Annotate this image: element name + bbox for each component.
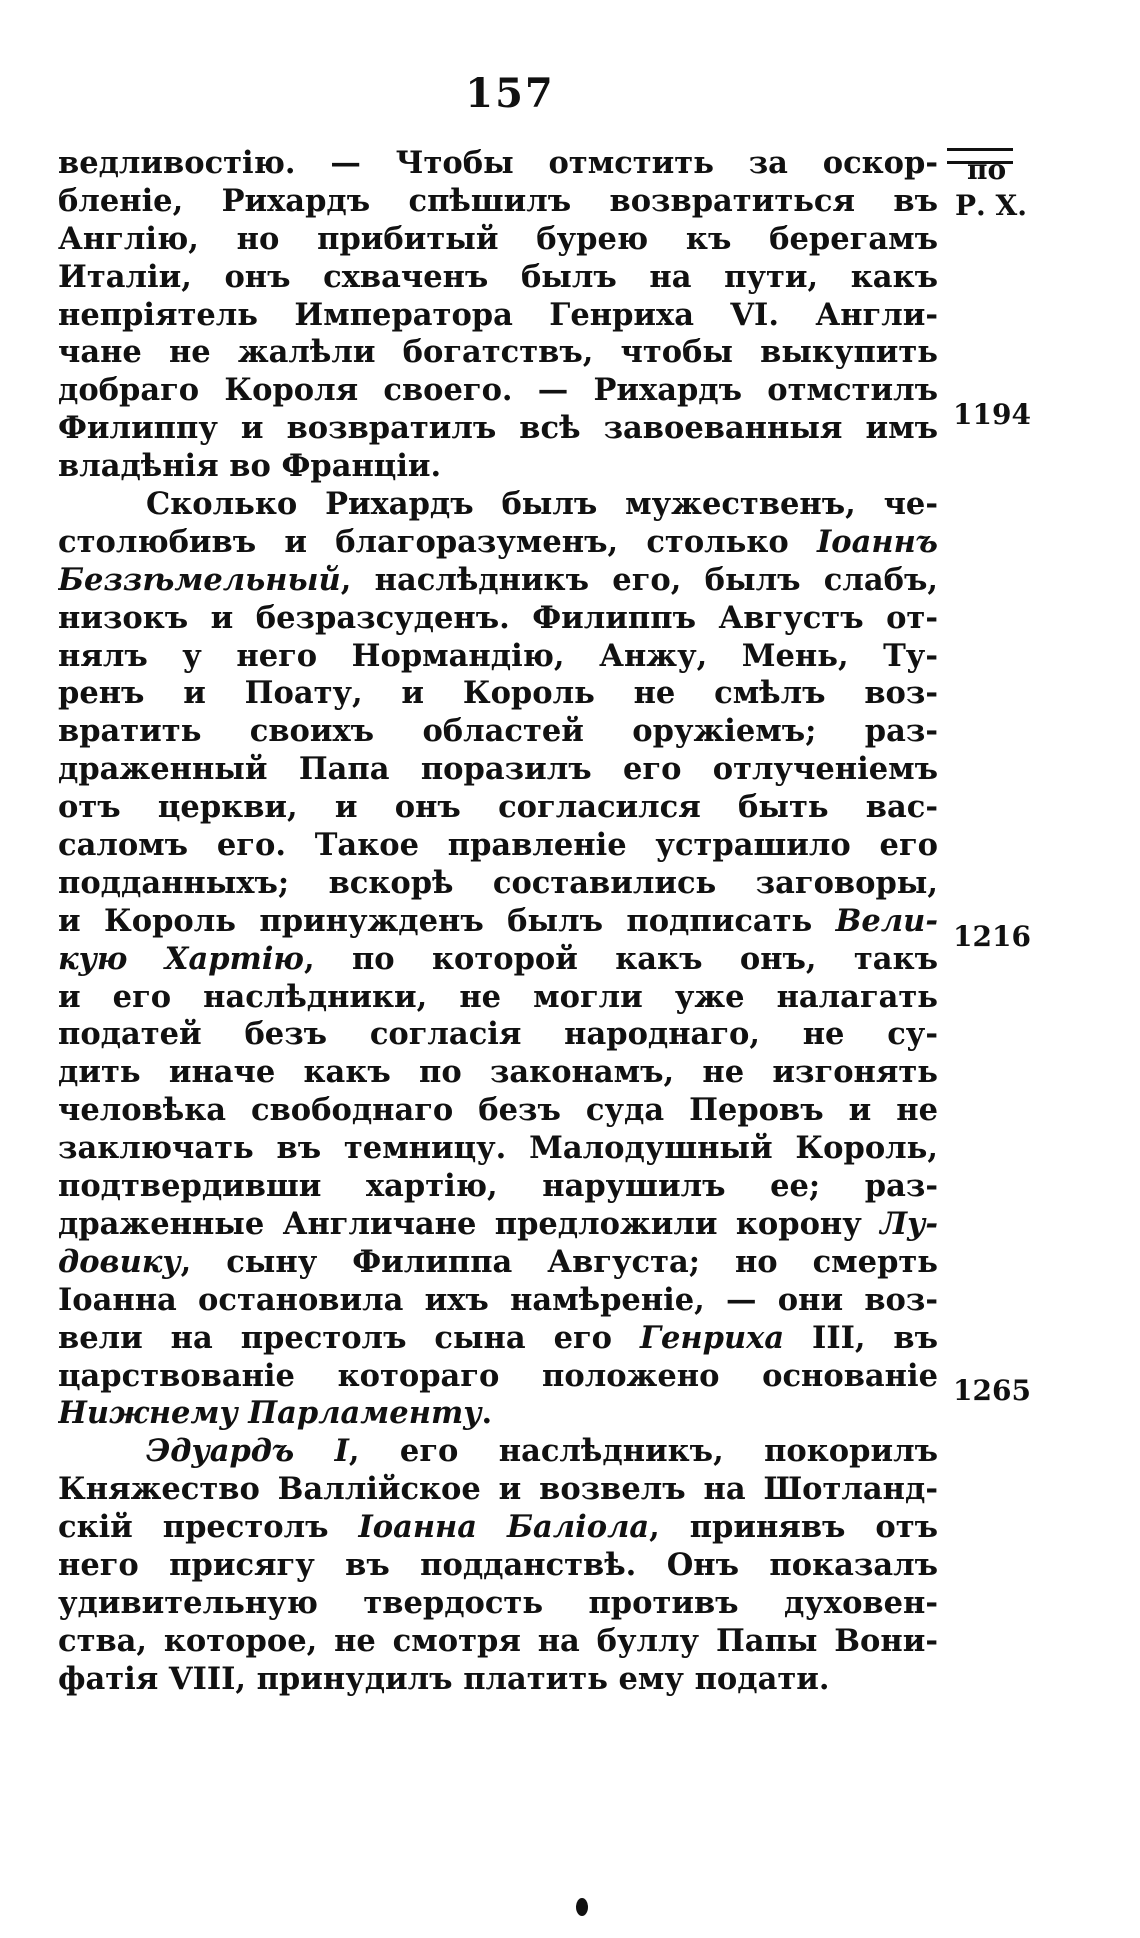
text-line bbox=[58, 1547, 938, 1585]
italic-term: Лу- bbox=[880, 1205, 938, 1242]
line-text: Іоанна остановила ихъ намѣреніе, — они воз- bbox=[58, 1281, 938, 1318]
text-line bbox=[58, 941, 938, 979]
line-text: удивительную твердость противъ духовен- bbox=[58, 1584, 938, 1621]
line-text: . bbox=[481, 1395, 493, 1432]
text-line bbox=[58, 1358, 938, 1396]
line-text: отъ церкви, и онъ согласился быть вас- bbox=[58, 789, 938, 826]
text-line bbox=[58, 1168, 938, 1206]
margin-era-note bbox=[953, 152, 1073, 224]
margin-era-line-2: Р. Х. bbox=[955, 189, 1028, 222]
line-text: Англію, но прибитый бурею къ берегамъ bbox=[58, 220, 938, 257]
line-text: бленіе, Рихардъ спѣшилъ возвратиться въ bbox=[58, 182, 938, 219]
italic-term: Беззѣмельный bbox=[58, 561, 341, 598]
text-line bbox=[58, 1395, 938, 1433]
text-line bbox=[58, 1054, 938, 1092]
page-end-ornament bbox=[576, 1898, 588, 1916]
text-line bbox=[58, 410, 938, 448]
line-text: царствованіе котораго положено основаніе bbox=[58, 1357, 938, 1394]
line-text: драженные Англичане предложили корону bbox=[58, 1205, 881, 1242]
margin-era-line-1: по bbox=[967, 153, 1007, 186]
line-text: чане не жалѣли богатствъ, чтобы выкупить bbox=[58, 334, 938, 371]
text-line bbox=[58, 372, 938, 410]
italic-term: Эдуардъ I bbox=[146, 1433, 349, 1470]
line-text: ведливостію. — Чтобы отмстить за оскор- bbox=[58, 145, 938, 181]
italic-term: Вели- bbox=[835, 902, 938, 939]
line-text: заключать въ темницу. Малодушный Король, bbox=[58, 1130, 938, 1167]
text-line bbox=[58, 675, 938, 713]
line-text: вратить своихъ областей оружіемъ; раз- bbox=[58, 713, 938, 750]
line-text: добраго Короля своего. — Рихардъ отмстилъ bbox=[58, 372, 938, 409]
text-line bbox=[58, 1585, 938, 1623]
line-text: низокъ и безразсуденъ. Филиппъ Августъ от- bbox=[58, 599, 938, 636]
line-text: , его наслѣдникъ, покорилъ bbox=[348, 1433, 938, 1470]
italic-term: Генриха bbox=[639, 1319, 785, 1356]
text-line bbox=[58, 638, 938, 676]
text-line bbox=[58, 1130, 938, 1168]
text-line bbox=[58, 145, 938, 183]
margin-year-1194: 1194 bbox=[953, 398, 1031, 431]
text-line bbox=[58, 486, 938, 524]
line-text: саломъ его. Такое правленіе устрашило его bbox=[58, 827, 938, 864]
line-text: владѣнія во Франціи. bbox=[58, 448, 442, 485]
line-text: ства, которое, не смотря на буллу Папы Вони- bbox=[58, 1622, 938, 1659]
text-line bbox=[58, 221, 938, 259]
line-tail: III, въ bbox=[784, 1319, 938, 1356]
line-text: , по которой какъ онъ, такъ bbox=[303, 940, 938, 977]
line-text: ренъ и Поату, и Король не смѣлъ воз- bbox=[58, 675, 938, 712]
italic-term: Іоанна Баліола bbox=[358, 1509, 650, 1546]
line-text: подтвердивши хартію, нарушилъ ее; раз- bbox=[58, 1168, 938, 1205]
text-line bbox=[58, 903, 938, 941]
text-line bbox=[58, 448, 938, 486]
italic-term: Нижнему Парламенту bbox=[58, 1395, 482, 1432]
text-line bbox=[58, 1509, 938, 1547]
text-line bbox=[58, 827, 938, 865]
line-text: Италіи, онъ схваченъ былъ на пути, какъ bbox=[58, 258, 938, 295]
text-line bbox=[58, 1320, 938, 1358]
text-line bbox=[58, 1282, 938, 1320]
text-line bbox=[58, 1623, 938, 1661]
line-text: , сыну Филиппа Августа; но смерть bbox=[180, 1243, 938, 1280]
margin-year-1216: 1216 bbox=[953, 920, 1031, 953]
text-line bbox=[58, 1661, 938, 1699]
text-line bbox=[58, 751, 938, 789]
text-line bbox=[58, 562, 938, 600]
line-text: Сколько Рихардъ былъ мужественъ, че- bbox=[146, 486, 938, 523]
line-text: , наслѣдникъ его, былъ слабъ, bbox=[340, 561, 938, 598]
line-text: него присягу въ подданствѣ. Онъ показалъ bbox=[58, 1546, 938, 1583]
text-line bbox=[58, 1433, 938, 1471]
text-line bbox=[58, 334, 938, 372]
line-text: Княжество Валлійское и возвелъ на Шотланд- bbox=[58, 1471, 938, 1508]
line-text: человѣка свободнаго безъ суда Перовъ и не bbox=[58, 1092, 938, 1129]
line-text: фатія VIII, принудилъ платить ему подати. bbox=[58, 1660, 830, 1697]
line-tail: , принявъ отъ bbox=[649, 1509, 938, 1546]
text-line bbox=[58, 259, 938, 297]
text-line bbox=[58, 524, 938, 562]
line-text: непріятель Императора Генриха VI. Англи- bbox=[58, 296, 938, 333]
line-text: подданныхъ; вскорѣ составились заговоры, bbox=[58, 864, 938, 901]
page-number: 157 bbox=[465, 70, 555, 117]
text-line bbox=[58, 1244, 938, 1282]
text-line bbox=[58, 297, 938, 335]
text-line bbox=[58, 600, 938, 638]
text-line bbox=[58, 1206, 938, 1244]
text-line bbox=[58, 713, 938, 751]
text-line bbox=[58, 979, 938, 1017]
italic-term: довику bbox=[58, 1243, 181, 1280]
line-text: податей безъ согласія народнаго, не су- bbox=[58, 1016, 938, 1053]
margin-year-1265: 1265 bbox=[953, 1374, 1031, 1407]
text-line bbox=[58, 183, 938, 221]
italic-term: Іоаннъ bbox=[816, 523, 938, 560]
line-text: Филиппу и возвратилъ всѣ завоеванныя имъ bbox=[58, 410, 938, 447]
body-text bbox=[58, 145, 938, 1699]
line-text: драженный Папа поразилъ его отлученіемъ bbox=[58, 751, 938, 788]
text-line bbox=[58, 789, 938, 827]
text-line bbox=[58, 1016, 938, 1054]
italic-term: кую Хартію bbox=[58, 940, 304, 977]
line-text: скій престолъ bbox=[58, 1509, 359, 1546]
line-text: дить иначе какъ по законамъ, не изгонять bbox=[58, 1054, 938, 1091]
line-text: и его наслѣдники, не могли уже налагать bbox=[58, 978, 938, 1015]
line-text: и Король принужденъ былъ подписать bbox=[58, 902, 836, 939]
text-line bbox=[58, 1092, 938, 1130]
line-text: вели на престолъ сына его bbox=[58, 1319, 640, 1356]
text-line bbox=[58, 865, 938, 903]
line-text: нялъ у него Нормандію, Анжу, Мень, Ту- bbox=[58, 637, 938, 674]
text-line bbox=[58, 1471, 938, 1509]
line-text: столюбивъ и благоразуменъ, столько bbox=[58, 523, 817, 560]
